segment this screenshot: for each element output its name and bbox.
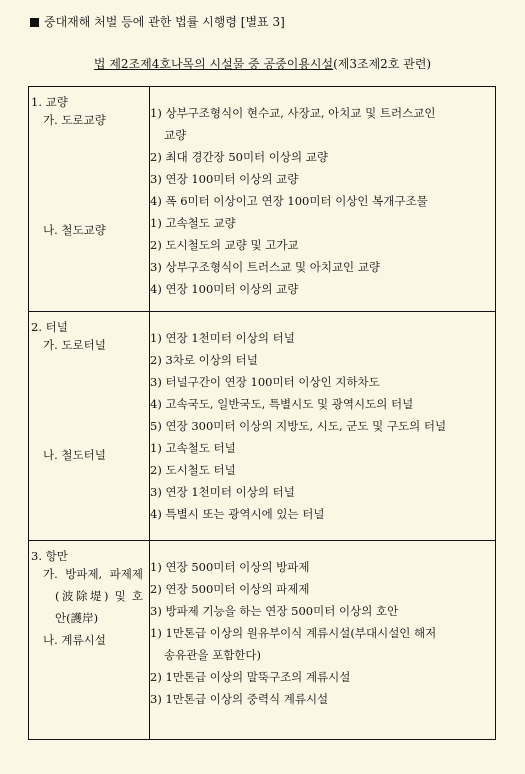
- facilities-table: [28, 86, 496, 740]
- criteria-item-text: 3) 연장 100미터 이상의 교량: [150, 172, 299, 186]
- section-bottom-pad: [29, 307, 149, 311]
- criteria-item: [150, 437, 495, 459]
- subcategory-label-line: 가. 방파제, 파제제: [43, 567, 143, 581]
- table-title-underlined: 법 제2조제4호나목의 시설물 중 공중이용시설: [93, 57, 334, 71]
- criteria-item-text: 2) 1만톤급 이상의 말뚝구조의 계류시설: [150, 670, 351, 684]
- subcategory-label: 나. 철도터널: [43, 448, 106, 462]
- subcategory-label: 나. 계류시설: [43, 633, 106, 647]
- criteria-group: [150, 327, 495, 437]
- criteria-item-text: 5) 연장 300미터 이상의 지방도, 시도, 군도 및 구도의 터널: [150, 419, 447, 433]
- criteria-item-text: 1) 고속철도 터널: [150, 441, 236, 455]
- criteria-item-text: 1) 고속철도 교량: [150, 216, 236, 230]
- criteria-item: [150, 146, 495, 168]
- section-spacer: [150, 541, 495, 556]
- criteria-item-text: 2) 연장 500미터 이상의 파제제: [150, 582, 310, 596]
- subcategory-label-line: (波除堤) 및 호: [55, 589, 143, 603]
- section-bottom-pad: [150, 300, 495, 304]
- criteria-item-text: 4) 연장 100미터 이상의 교량: [150, 282, 299, 296]
- section-row: [29, 87, 496, 312]
- criteria-group: [150, 212, 495, 300]
- document-header: [30, 13, 285, 30]
- section-bottom-pad: [29, 532, 149, 540]
- criteria-item: [150, 415, 495, 437]
- section-spacer: [150, 312, 495, 327]
- criteria-item: [150, 459, 495, 481]
- subcategory-label: 가. 도로터널: [43, 338, 106, 352]
- criteria-item-text: 3) 연장 1천미터 이상의 터널: [150, 485, 295, 499]
- section-title: 2. 터널: [31, 320, 68, 334]
- subcategory-label: 가. 도로교량: [43, 113, 106, 127]
- section-bottom-pad: [29, 717, 149, 739]
- criteria-item: [150, 688, 495, 710]
- criteria-item-text: 3) 방파제 기능을 하는 연장 500미터 이상의 호안: [150, 604, 399, 618]
- section-criteria-cell: [150, 541, 496, 740]
- criteria-item: [150, 327, 495, 349]
- subcategory-label: 나. 철도교량: [43, 223, 106, 237]
- criteria-item-text: 3) 터널구간이 연장 100미터 이상인 지하차도: [150, 375, 380, 389]
- criteria-item: [150, 393, 495, 415]
- section-row: [29, 541, 496, 740]
- criteria-item-continuation: 송유관을 포함한다): [164, 648, 262, 662]
- section-bottom-pad: [150, 710, 495, 732]
- section-criteria-cell: [150, 87, 496, 312]
- header-text: 중대재해 처벌 등에 관한 법률 시행령 [별표 3]: [44, 15, 285, 29]
- criteria-group: [150, 556, 495, 622]
- criteria-item-text: 4) 고속국도, 일반국도, 특별시도 및 광역시도의 터널: [150, 397, 414, 411]
- criteria-item: [150, 666, 495, 688]
- criteria-item: [150, 622, 495, 666]
- criteria-item-text: 2) 3차로 이상의 터널: [150, 353, 258, 367]
- criteria-item-text: 4) 폭 6미터 이상이고 연장 100미터 이상인 복개구조물: [150, 194, 428, 208]
- criteria-item-text: 1) 상부구조형식이 현수교, 사장교, 아치교 및 트러스교인: [150, 106, 436, 120]
- criteria-item-text: 2) 도시철도 터널: [150, 463, 236, 477]
- criteria-item-text: 1) 연장 500미터 이상의 방파제: [150, 560, 310, 574]
- section-category-cell: [29, 541, 150, 740]
- criteria-item: [150, 212, 495, 234]
- section-category-cell: [29, 312, 150, 541]
- criteria-item: [150, 600, 495, 622]
- table-title: [0, 55, 525, 72]
- criteria-item-text: 4) 특별시 또는 광역시에 있는 터널: [150, 507, 325, 521]
- criteria-item: [150, 234, 495, 256]
- criteria-item: [150, 349, 495, 371]
- subcategory-label-line: 안(護岸): [55, 611, 99, 625]
- criteria-item: [150, 102, 495, 146]
- black-square-icon: [30, 18, 39, 27]
- criteria-item: [150, 371, 495, 393]
- subcategory-label: [29, 563, 149, 629]
- criteria-item: [150, 190, 495, 212]
- criteria-item-text: 3) 1만톤급 이상의 중력식 계류시설: [150, 692, 329, 706]
- criteria-item: [150, 278, 495, 300]
- criteria-item-text: 3) 상부구조형식이 트러스교 및 아치교인 교량: [150, 260, 381, 274]
- criteria-item: [150, 556, 495, 578]
- criteria-item-text: 1) 연장 1천미터 이상의 터널: [150, 331, 295, 345]
- section-title: 3. 항만: [31, 549, 68, 563]
- criteria-item: [150, 168, 495, 190]
- criteria-group: [150, 622, 495, 710]
- criteria-item-text: 2) 도시철도의 교량 및 고가교: [150, 238, 299, 252]
- criteria-group: [150, 437, 495, 525]
- criteria-item: [150, 256, 495, 278]
- section-category-cell: [29, 87, 150, 312]
- criteria-item: [150, 481, 495, 503]
- criteria-group: [150, 102, 495, 212]
- criteria-item: [150, 503, 495, 525]
- section-bottom-pad: [150, 525, 495, 533]
- criteria-item-text: 2) 최대 경간장 50미터 이상의 교량: [150, 150, 329, 164]
- criteria-item: [150, 578, 495, 600]
- section-criteria-cell: [150, 312, 496, 541]
- section-title: 1. 교량: [31, 95, 68, 109]
- criteria-item-text: 1) 1만톤급 이상의 원유부이식 계류시설(부대시설인 해저: [150, 626, 437, 640]
- table-title-rest: (제3조제2호 관련): [333, 57, 432, 71]
- section-spacer: [150, 87, 495, 102]
- criteria-item-continuation: 교량: [164, 128, 187, 142]
- section-row: [29, 312, 496, 541]
